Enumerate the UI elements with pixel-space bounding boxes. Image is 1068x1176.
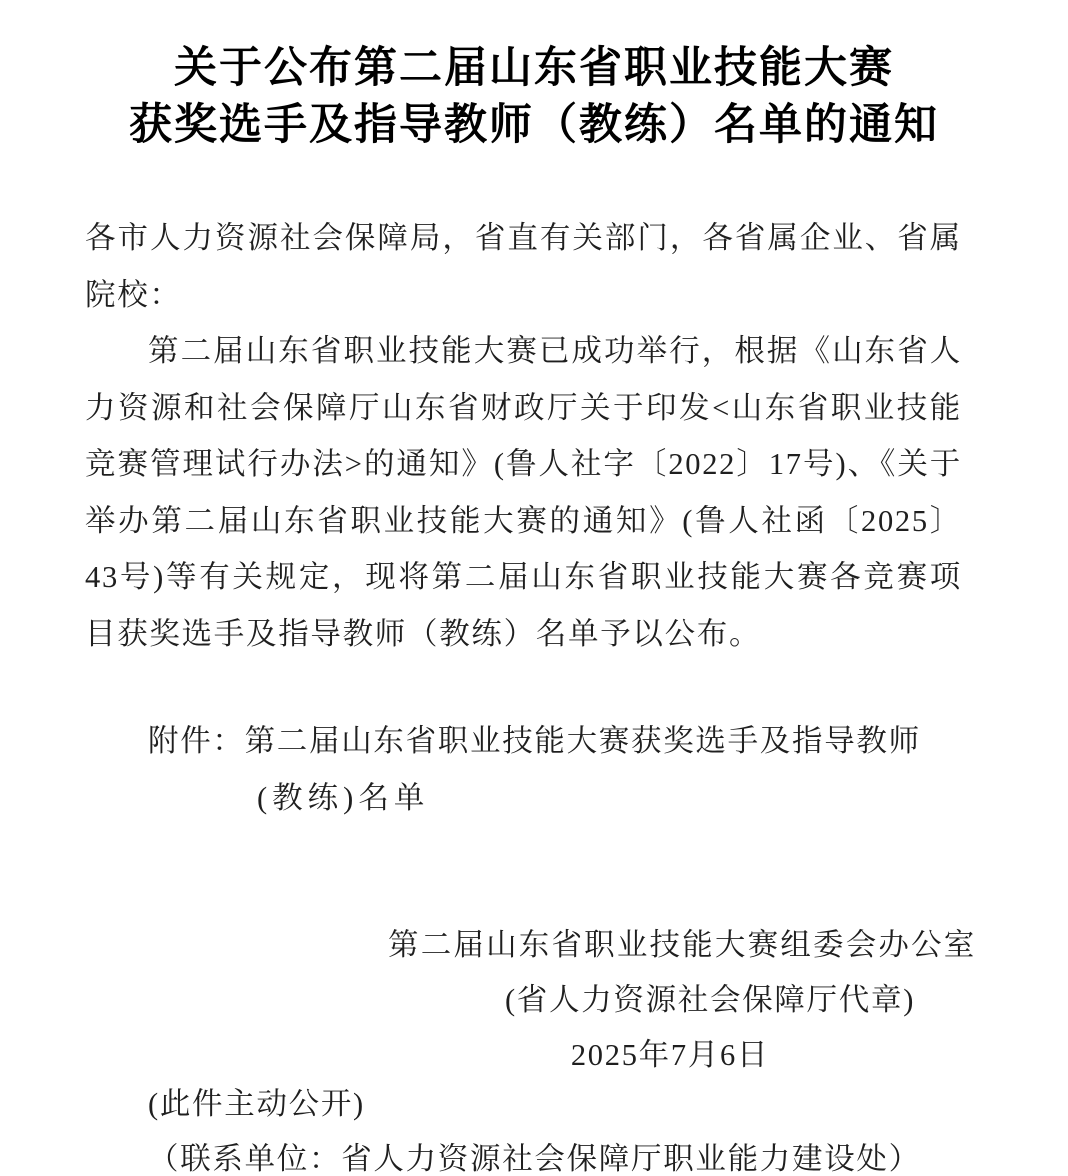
body-line: 竞赛管理试行办法>的通知》(鲁人社字〔2022〕17号)、《关于 xyxy=(85,447,962,481)
signature-block xyxy=(388,918,976,1083)
body-line: 目获奖选手及指导教师（教练）名单予以公布。 xyxy=(85,616,762,651)
salutation-line: 院校： xyxy=(85,277,182,312)
attachment-line-2: (教练)名单 xyxy=(257,780,430,815)
document-title xyxy=(0,40,1068,154)
contact-unit-note: （联系单位：省人力资源社会保障厅职业能力建设处） xyxy=(148,1142,921,1176)
main-paragraph xyxy=(85,323,962,662)
body-line: 力资源和社会保障厅山东省财政厅关于印发<山东省职业技能 xyxy=(85,390,962,425)
signature-seal-note: (省人力资源社会保障厅代章) xyxy=(504,983,916,1017)
body-line: 43号)等有关规定，现将第二届山东省职业技能大赛各竞赛项 xyxy=(85,560,962,594)
disclosure-note: (此件主动公开) xyxy=(148,1087,365,1121)
attachment-section xyxy=(85,713,962,826)
body-line: 第二届山东省职业技能大赛已成功举行，根据《山东省人 xyxy=(148,334,962,368)
signature-organization: 第二届山东省职业技能大赛组委会办公室 xyxy=(388,928,976,962)
salutation-paragraph xyxy=(85,210,962,323)
document-title-line-1: 关于公布第二届山东省职业技能大赛 xyxy=(174,45,894,92)
body-line: 举办第二届山东省职业技能大赛的通知》(鲁人社函〔2025〕 xyxy=(85,503,962,538)
salutation-line: 各市人力资源社会保障局，省直有关部门，各省属企业、省属 xyxy=(85,221,962,255)
signature-date: 2025年7月6日 xyxy=(570,1038,770,1072)
attachment-line-1: 附件：第二届山东省职业技能大赛获奖选手及指导教师 xyxy=(148,724,921,758)
document-title-line-2: 获奖选手及指导教师（教练）名单的通知 xyxy=(129,102,939,149)
